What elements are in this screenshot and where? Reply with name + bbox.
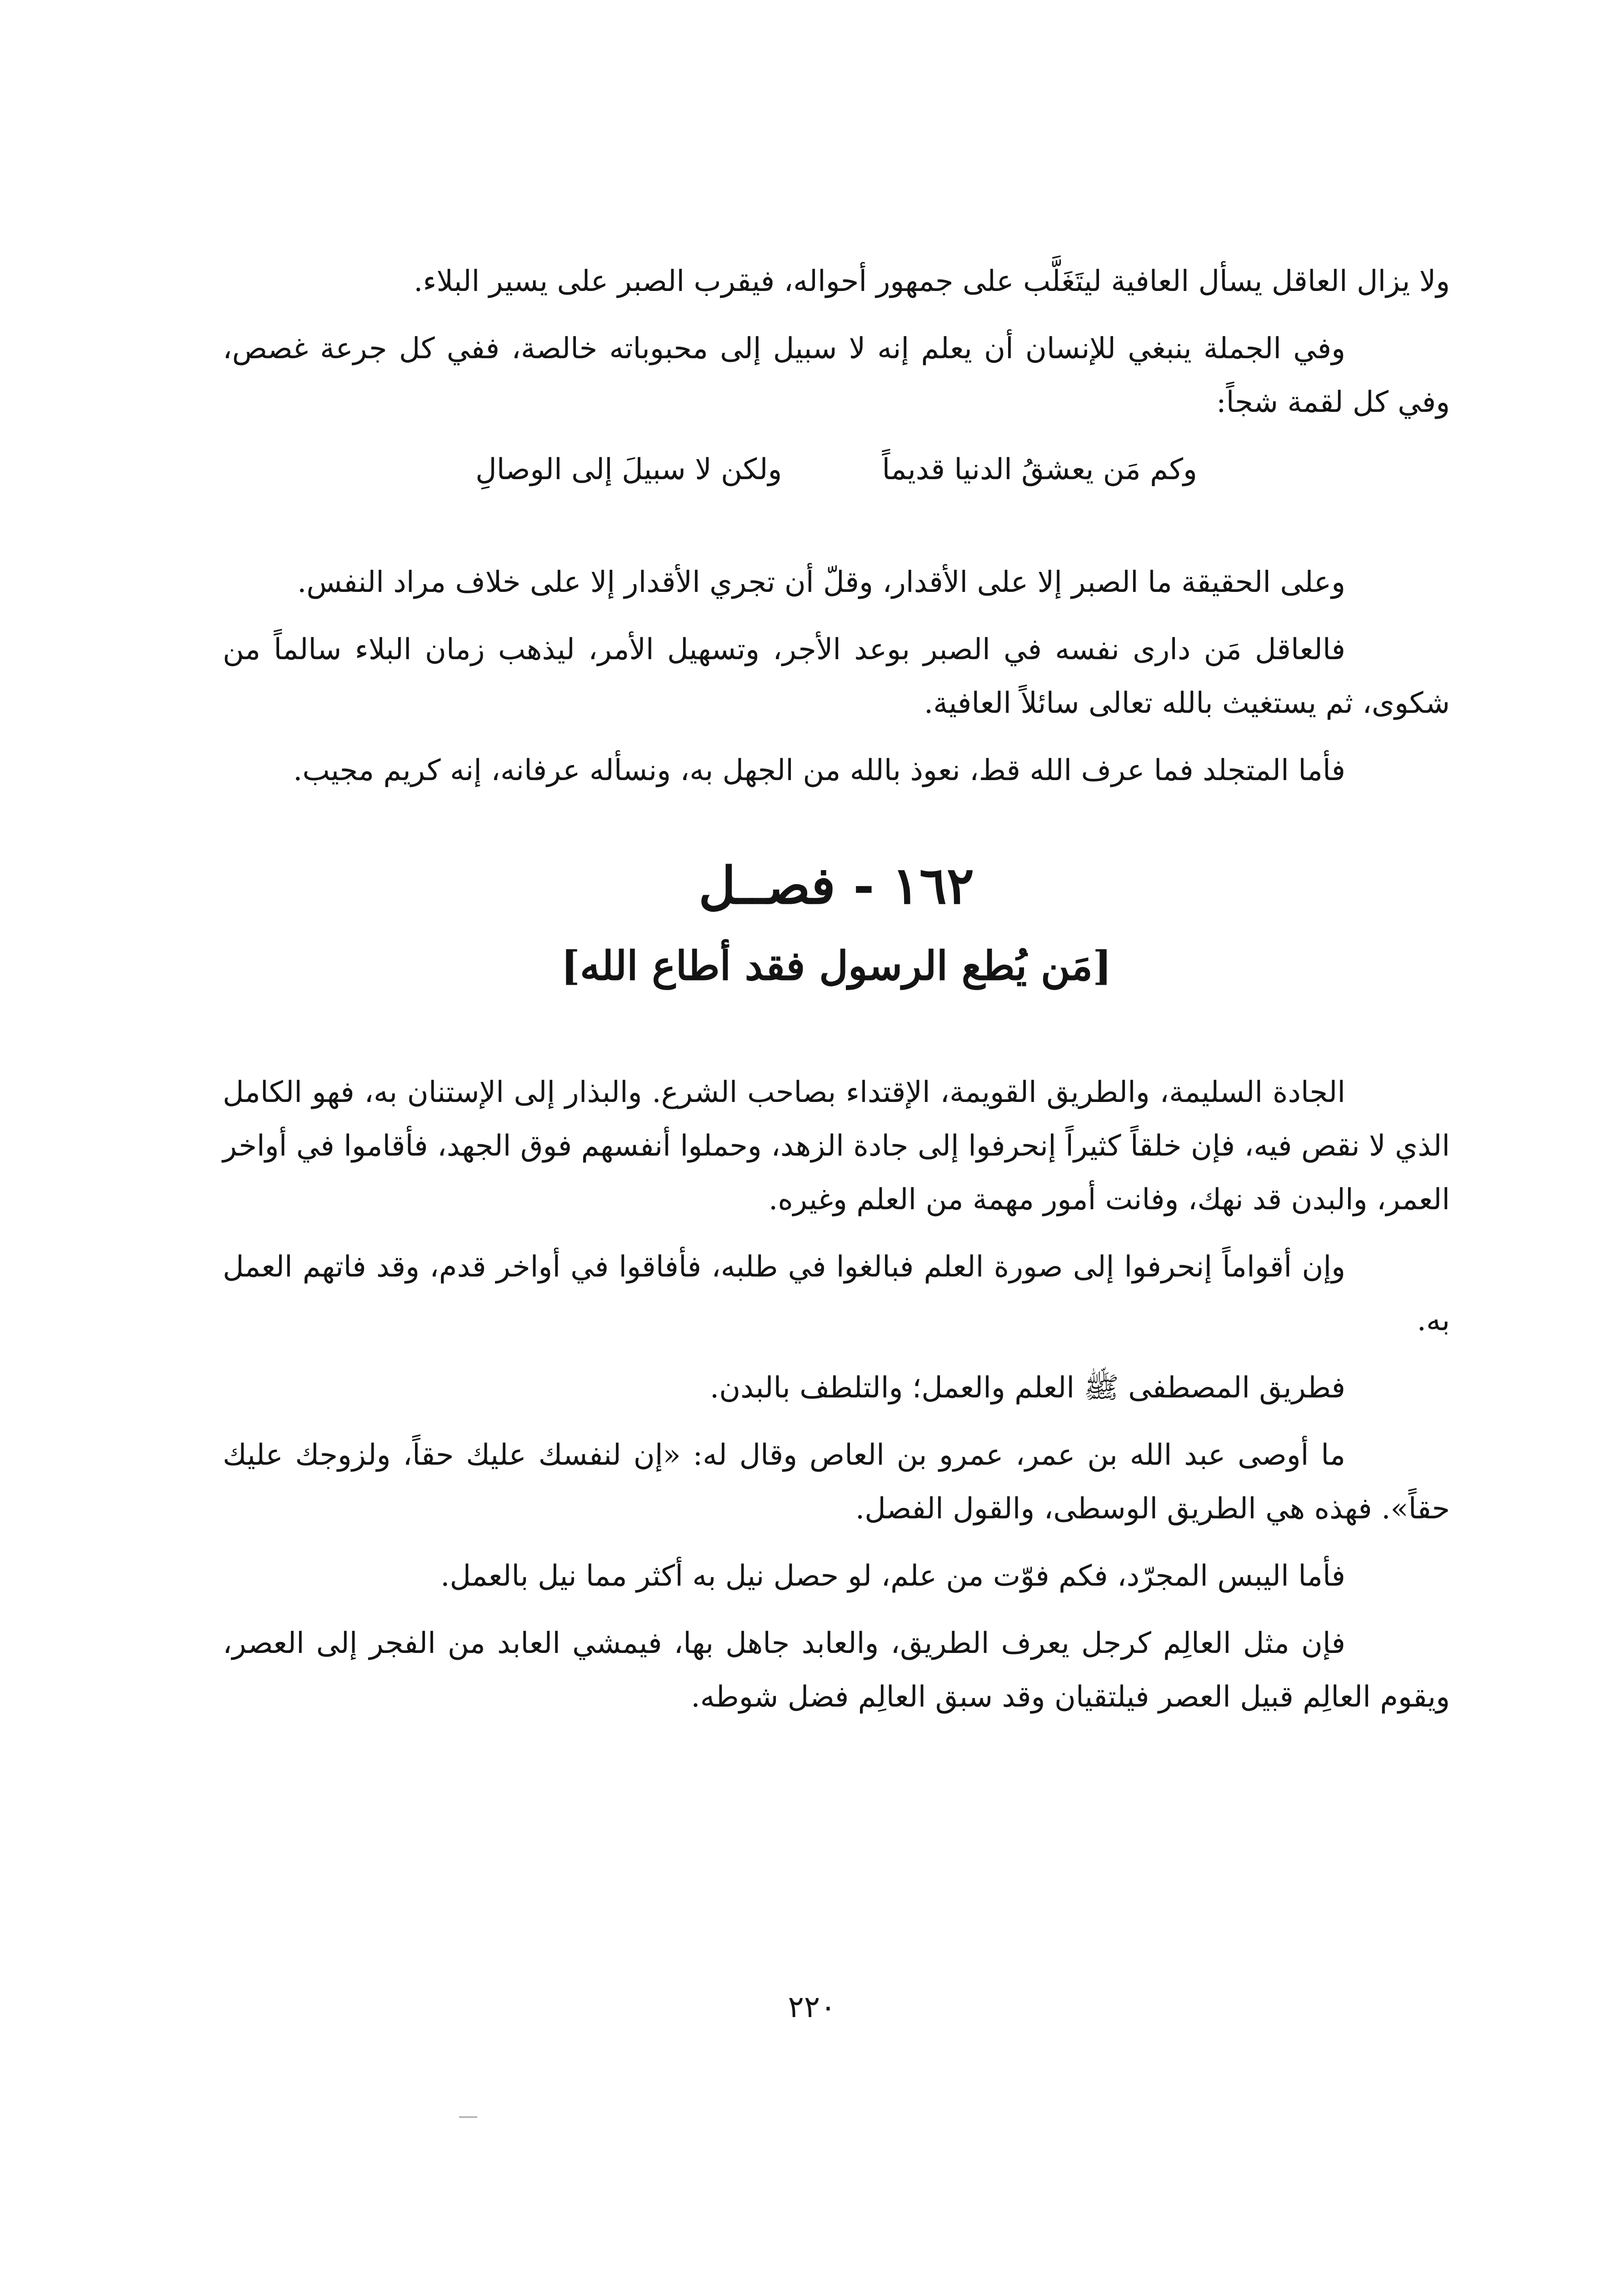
section-subtitle: [مَن يُطع الرسول فقد أطاع الله] xyxy=(561,942,1112,989)
paragraph-scholar-worshipper: فإن مثل العالِم كرجل يعرف الطريق، والعابد جاهل بها، فيمشي العابد من الفجر إلى العصر، ويقوم العالِم قبيل العصر فيلتقيان وقد سبق العالِم فضل شوطه. xyxy=(223,1627,1450,1714)
paragraph-prophet-path: فطريق المصطفى ﷺ العلم والعمل؛ والتلطف بالبدن. xyxy=(710,1371,1345,1405)
paragraph-form-of-knowledge: وإن أقواماً إنحرفوا إلى صورة العلم فبالغوا في طلبه، فأفاقوا في أواخر قدم، وقد فاتهم العمل به. xyxy=(223,1250,1450,1337)
paragraph-abdullah-advice: ما أوصى عبد الله بن عمر، عمرو بن العاص وقال له: «إن لنفسك عليك حقاً، ولزوجك عليك حقاً». فهذه هي الطريق الوسطى، والقول الفصل. xyxy=(223,1438,1450,1526)
paragraph-straight-path: الجادة السليمة، والطريق القويمة، الإقتداء بصاحب الشرع. والبذار إلى الإستنان به، فهو الكامل الذي لا نقص فيه، فإن خلقاً كثيراً إنحرفوا إلى جادة الزهد، وحملوا أنفسهم فوق الجهد، فأقاموا في أواخر العمر، والبدن قد نهك، وفانت أمور مهمة من العلم وغيره. xyxy=(223,1076,1450,1217)
paragraph-stoic: فأما المتجلد فما عرف الله قط، نعوذ بالله من الجهل به، ونسأله عرفانه، إنه كريم مجيب. xyxy=(293,754,1345,787)
verse-first-hemistich: وكم مَن يعشقُ الدنيا قديماً xyxy=(882,453,1197,486)
page-number: ٢٢٠ xyxy=(788,1989,836,2024)
poetry-verse xyxy=(223,443,1450,496)
section-title: ١٦٢ - فصــل xyxy=(698,856,974,916)
paragraph-no-pure-desires: وفي الجملة ينبغي للإنسان أن يعلم إنه لا سبيل إلى محبوباته خالصة، ففي كل جرعة غصص، وفي كل لقمة شجاً: xyxy=(223,332,1450,419)
paragraph-patience-wellbeing: ولا يزال العاقل يسأل العافية ليتَغَلَّب على جمهور أحواله، فيقرب الصبر على يسير البلاء. xyxy=(414,265,1450,298)
page-body xyxy=(223,255,1450,1737)
verse-second-hemistich: ولكن لا سبيلَ إلى الوصالِ xyxy=(475,453,782,486)
paragraph-bare-austerity: فأما اليبس المجرّد، فكم فوّت من علم، لو حصل نيل به أكثر مما نيل بالعمل. xyxy=(440,1559,1345,1593)
paragraph-wise-person: فالعاقل مَن دارى نفسه في الصبر بوعد الأجر، وتسهيل الأمر، ليذهب زمان البلاء سالماً من شكوى، ثم يستغيث بالله تعالى سائلاً العافية. xyxy=(223,633,1450,720)
paragraph-patience-decrees: وعلى الحقيقة ما الصبر إلا على الأقدار، وقلّ أن تجري الأقدار إلا على خلاف مراد النفس. xyxy=(297,566,1345,599)
scan-speck xyxy=(459,2116,477,2118)
